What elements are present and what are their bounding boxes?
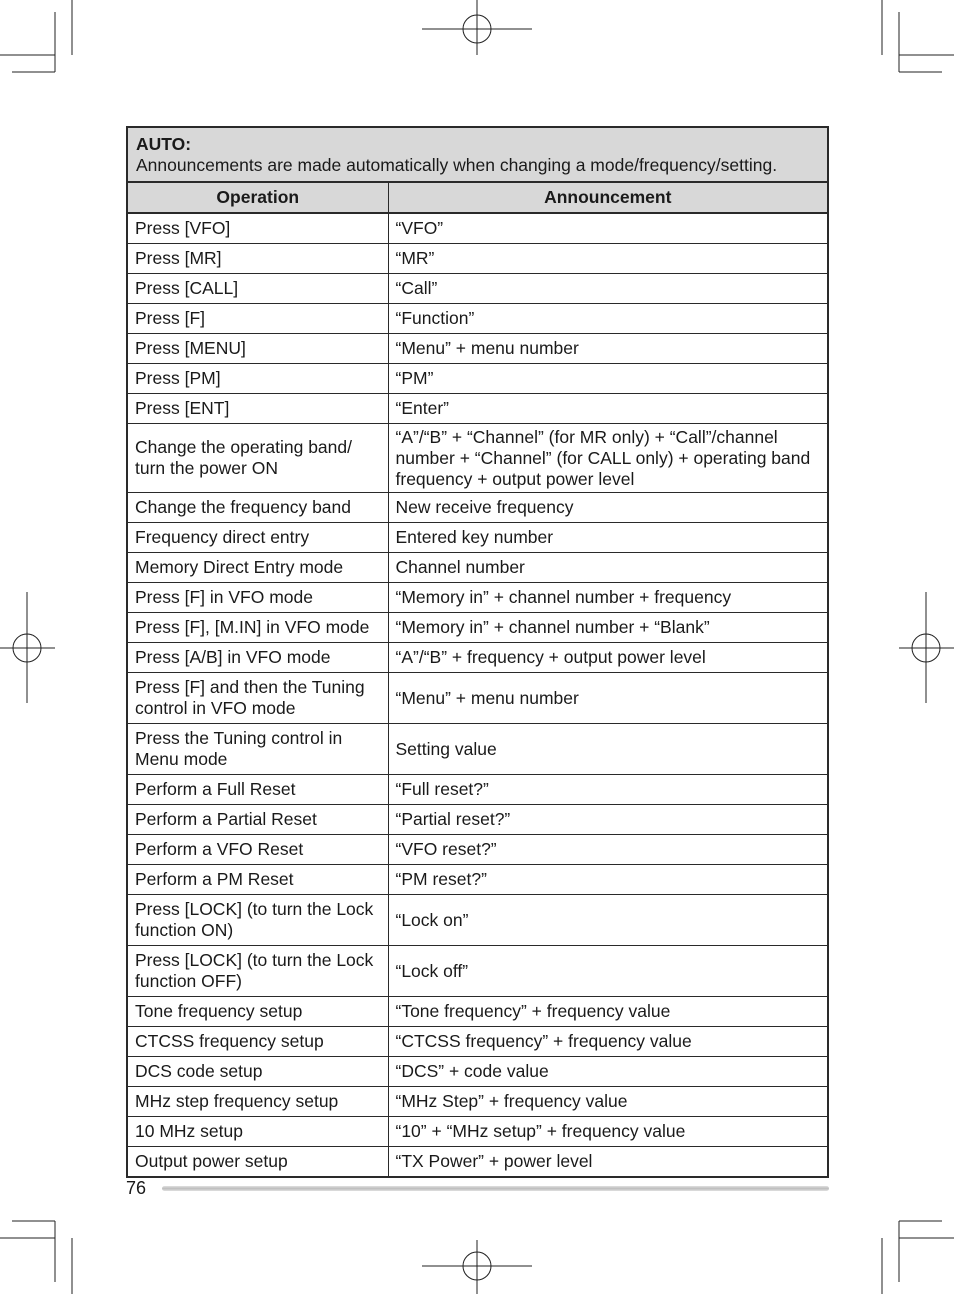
table-row	[127, 724, 828, 775]
table-row	[127, 493, 828, 523]
operation-cell: Press [MR]	[127, 244, 388, 274]
table-row	[127, 643, 828, 673]
operation-cell: Perform a Partial Reset	[127, 805, 388, 835]
table-row	[127, 673, 828, 724]
announcement-cell: “10” + “MHz setup” + frequency value	[388, 1117, 828, 1147]
announcement-cell: “A”/“B” + “Channel” (for MR only) + “Call”/channel number + “Channel” (for CALL only) + operating band frequency + output power level	[388, 424, 828, 493]
table-row	[127, 997, 828, 1027]
operation-cell: Press [LOCK] (to turn the Lock function ON)	[127, 895, 388, 946]
auto-title: AUTO:	[136, 134, 192, 154]
table-row	[127, 244, 828, 274]
announcement-cell: “Menu” + menu number	[388, 673, 828, 724]
operation-cell: MHz step frequency setup	[127, 1087, 388, 1117]
table-row	[127, 553, 828, 583]
table-row	[127, 946, 828, 997]
auto-description: Announcements are made automatically when changing a mode/frequency/setting.	[136, 155, 778, 175]
operation-cell: Change the frequency band	[127, 493, 388, 523]
operation-cell: CTCSS frequency setup	[127, 1027, 388, 1057]
operation-cell: Perform a PM Reset	[127, 865, 388, 895]
announcement-cell: “Memory in” + channel number + frequency	[388, 583, 828, 613]
operation-cell: Output power setup	[127, 1147, 388, 1178]
announcement-cell: “PM”	[388, 364, 828, 394]
operation-cell: Press [ENT]	[127, 394, 388, 424]
announcement-cell: “Memory in” + channel number + “Blank”	[388, 613, 828, 643]
table-row	[127, 895, 828, 946]
announcement-table	[126, 126, 829, 1178]
operation-cell: DCS code setup	[127, 1057, 388, 1087]
table-row	[127, 394, 828, 424]
operation-cell: Press [F], [M.IN] in VFO mode	[127, 613, 388, 643]
table-row	[127, 775, 828, 805]
operation-cell: Press [MENU]	[127, 334, 388, 364]
table-row	[127, 1057, 828, 1087]
announcement-cell: “TX Power” + power level	[388, 1147, 828, 1178]
operation-cell: Tone frequency setup	[127, 997, 388, 1027]
table-row	[127, 1117, 828, 1147]
table-row	[127, 865, 828, 895]
table-row	[127, 1087, 828, 1117]
announcement-cell: “Tone frequency” + frequency value	[388, 997, 828, 1027]
table-row	[127, 274, 828, 304]
operation-cell: 10 MHz setup	[127, 1117, 388, 1147]
announcement-cell: “CTCSS frequency” + frequency value	[388, 1027, 828, 1057]
announcement-cell: “Full reset?”	[388, 775, 828, 805]
announcement-cell: “VFO reset?”	[388, 835, 828, 865]
footer-rule	[162, 1186, 829, 1191]
column-header-operation: Operation	[127, 182, 388, 213]
announcement-cell: “A”/“B” + frequency + output power level	[388, 643, 828, 673]
announcement-cell: “Menu” + menu number	[388, 334, 828, 364]
operation-cell: Press [F]	[127, 304, 388, 334]
announcement-cell: “PM reset?”	[388, 865, 828, 895]
table-row	[127, 424, 828, 493]
announcement-cell: Entered key number	[388, 523, 828, 553]
announcement-cell: Channel number	[388, 553, 828, 583]
table-row	[127, 613, 828, 643]
operation-cell: Change the operating band/ turn the power ON	[127, 424, 388, 493]
announcement-cell: “Partial reset?”	[388, 805, 828, 835]
operation-cell: Press [CALL]	[127, 274, 388, 304]
table-row	[127, 364, 828, 394]
announcement-cell: “Enter”	[388, 394, 828, 424]
table-row	[127, 835, 828, 865]
announcement-cell: “Function”	[388, 304, 828, 334]
announcement-cell: “MR”	[388, 244, 828, 274]
announcement-cell: Setting value	[388, 724, 828, 775]
operation-cell: Press [VFO]	[127, 213, 388, 244]
operation-cell: Press [F] in VFO mode	[127, 583, 388, 613]
announcement-table-container	[126, 126, 829, 1178]
table-row	[127, 583, 828, 613]
table-row	[127, 304, 828, 334]
announcement-cell: “Lock off”	[388, 946, 828, 997]
page-number: 76	[126, 1178, 147, 1198]
operation-cell: Memory Direct Entry mode	[127, 553, 388, 583]
announcement-cell: “Call”	[388, 274, 828, 304]
announcement-cell: New receive frequency	[388, 493, 828, 523]
operation-cell: Perform a VFO Reset	[127, 835, 388, 865]
table-row	[127, 805, 828, 835]
table-row	[127, 1147, 828, 1178]
operation-cell: Press [A/B] in VFO mode	[127, 643, 388, 673]
operation-cell: Perform a Full Reset	[127, 775, 388, 805]
announcement-cell: “VFO”	[388, 213, 828, 244]
table-row	[127, 213, 828, 244]
operation-cell: Press [PM]	[127, 364, 388, 394]
operation-cell: Press [LOCK] (to turn the Lock function OFF)	[127, 946, 388, 997]
column-header-announcement: Announcement	[388, 182, 828, 213]
announcement-cell: “Lock on”	[388, 895, 828, 946]
operation-cell: Press [F] and then the Tuning control in VFO mode	[127, 673, 388, 724]
auto-header	[127, 127, 828, 182]
table-row	[127, 334, 828, 364]
operation-cell: Press the Tuning control in Menu mode	[127, 724, 388, 775]
announcement-cell: “DCS” + code value	[388, 1057, 828, 1087]
operation-cell: Frequency direct entry	[127, 523, 388, 553]
table-row	[127, 1027, 828, 1057]
table-row	[127, 523, 828, 553]
announcement-cell: “MHz Step” + frequency value	[388, 1087, 828, 1117]
